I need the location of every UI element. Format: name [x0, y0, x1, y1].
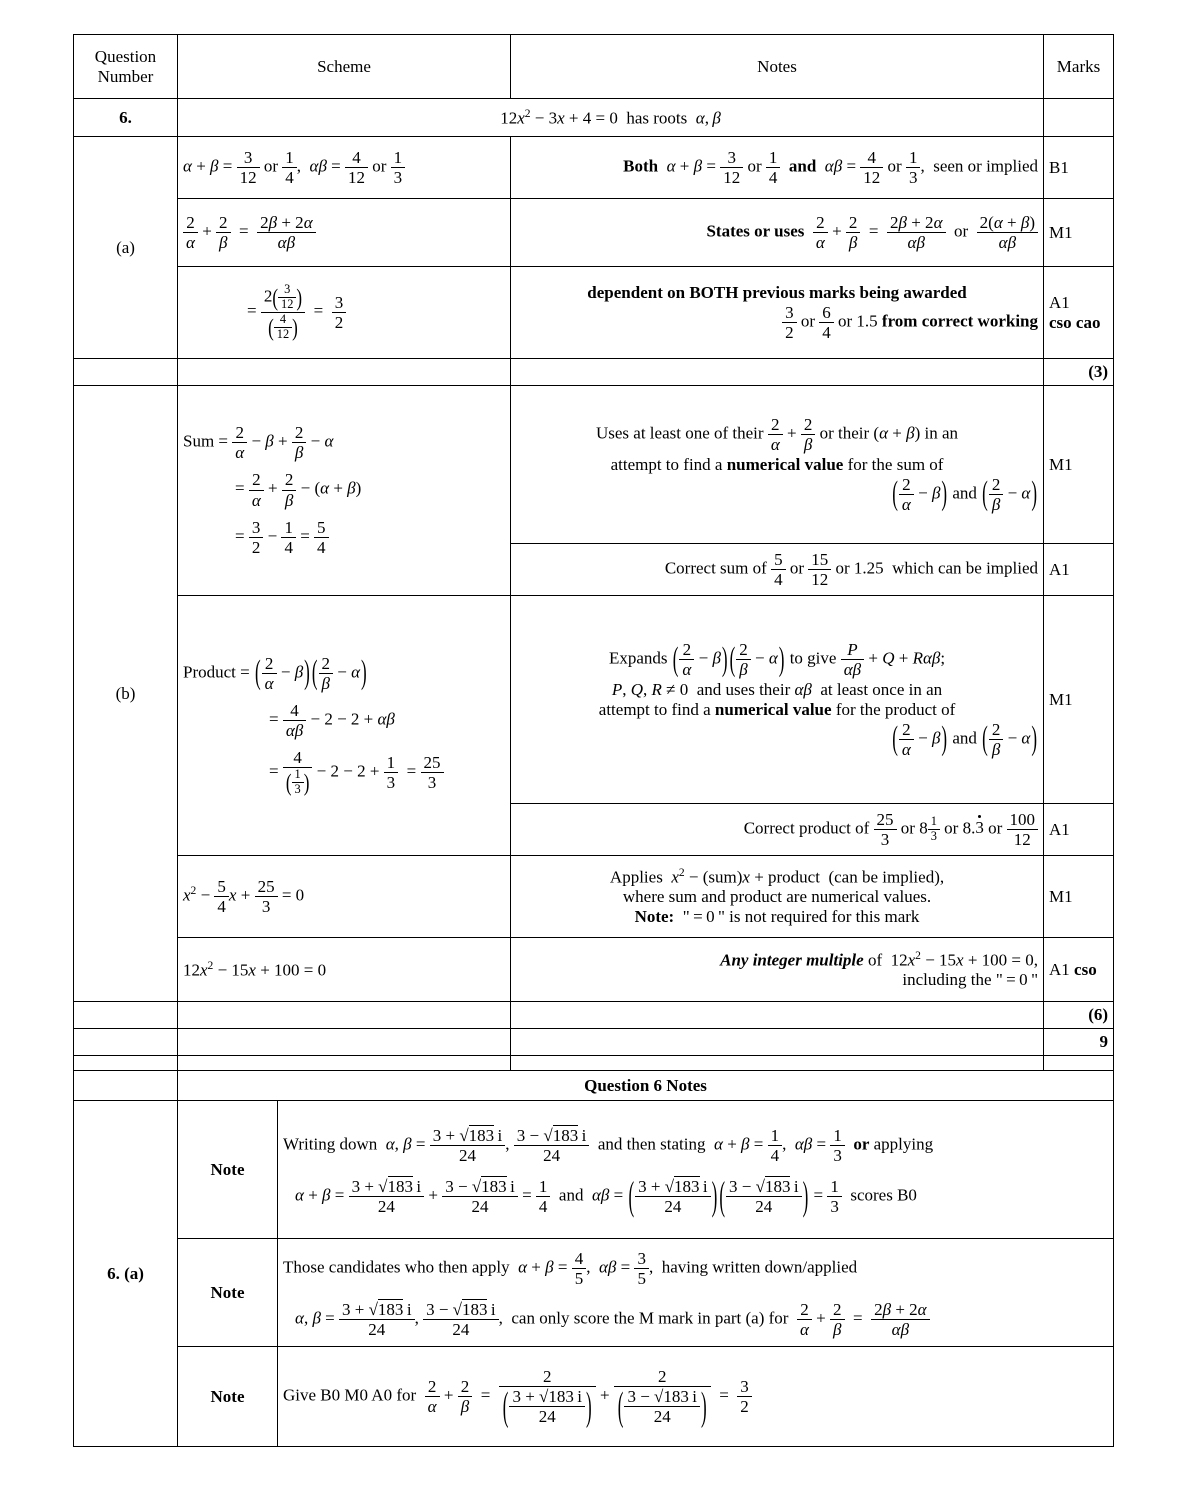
part-a-label: (a) [74, 137, 178, 359]
row-question-total [74, 1029, 1114, 1056]
notes-part-label: 6. (a) [74, 1101, 178, 1447]
question-total-notes-empty [511, 1029, 1044, 1056]
row-part-a-a1 [74, 267, 1114, 359]
question-number: 6. [74, 99, 178, 137]
part-a-m1-scheme: $\frac{2}{\alpha}$ + $\frac{2}{\beta}$ = $\frac{2\beta + 2\alpha}{\alpha\beta}$ [178, 199, 511, 267]
part-b-label: (b) [74, 386, 178, 1002]
header-scheme: Scheme [178, 35, 511, 99]
header-marks: Marks [1044, 35, 1114, 99]
note-1-text: Writing down α, β = $\frac{3 + √183 i}{24}$ , $\frac{3 - √183 i}{24}$ and then stating α + β = $\frac{1}{4}$ , αβ = $\frac{1}{3}$ or applying α + β = $\frac{3 + √183 i}{24}$ + $\frac{3 - √183 i}{24}$ = $\frac{1}{4}$ and αβ = ( $\frac{3 + √183 i}{24}$ ) ( $\frac{3 - √183 i}{24}$ ) = $\frac{1}{3}$ scores B0 [278, 1101, 1114, 1239]
part-b-final-scheme: $12x^2 - 15x + 100 = 0$ [178, 938, 511, 1002]
part-b-total-scheme-empty [178, 1002, 511, 1029]
header-question-number: Question Number [74, 35, 178, 99]
part-b-product-a1-notes: Correct product of $\frac{25}{3}$ or 8 $\frac{1}{3}$ or 8.3 or $\frac{100}{12}$ [511, 804, 1044, 856]
part-b-final-notes: Any integer multiple of $12x^2 - 15x + 100 = 0$, including the " = 0 " [511, 938, 1044, 1002]
row-note-2 [74, 1239, 1114, 1347]
part-b-sum-m1-mark: M1 [1044, 386, 1114, 544]
notes-section-title: Question 6 Notes [178, 1071, 1114, 1101]
row-part-b-quadratic [74, 856, 1114, 938]
spacer-qcell [74, 1056, 178, 1071]
part-b-total-marks: (6) [1044, 1002, 1114, 1029]
part-b-total-qcell [74, 1002, 178, 1029]
question-total-qcell [74, 1029, 178, 1056]
part-a-a1-mark: A1 cso cao [1044, 267, 1114, 359]
part-b-sum-a1-mark: A1 [1044, 544, 1114, 596]
note-3-text: Give B0 M0 A0 for $\frac{2}{\alpha}$ + $\frac{2}{\beta}$ = 2 ( $\frac{3 + √183 i}{24}$ ) + 2 ( $\frac{3 - √183 i}{24}$ ) = $\frac{3}{2}$ [278, 1347, 1114, 1447]
row-part-b-total [74, 1002, 1114, 1029]
question-marks-empty [1044, 99, 1114, 137]
row-spacer [74, 1056, 1114, 1071]
row-notes-title [74, 1071, 1114, 1101]
question-total-marks: 9 [1044, 1029, 1114, 1056]
part-b-product-scheme: Product = ( $\frac{2}{\alpha}$ − β) ( $\frac{2}{\beta}$ − α) = $\frac{4}{\alpha\beta}$ − 2 − 2 + αβ = 4 ( $\frac{1}{3}$ ) − 2 − 2 + $\frac{1}{3}$ = $\frac{25}{3}$ [178, 596, 511, 856]
part-a-a1-notes: dependent on BOTH previous marks being awarded $\frac{3}{2}$ or $\frac{6}{4}$ or 1.5 from correct working [511, 267, 1044, 359]
part-b-sum-m1-notes: Uses at least one of their $\frac{2}{\alpha}$ + $\frac{2}{\beta}$ or their (α + β) in an attempt to find a numerical value for the sum of ( $\frac{2}{\alpha}$ − β) and ( $\frac{2}{\beta}$ − α) [511, 386, 1044, 544]
row-part-a-b1 [74, 137, 1114, 199]
part-b-quadratic-notes: Applies $x^2 - (sum)x$ + product (can be implied), where sum and product are numerical values. Note: " = 0 " is not required for this mark [511, 856, 1044, 938]
row-note-3 [74, 1347, 1114, 1447]
part-a-b1-mark: B1 [1044, 137, 1114, 199]
part-b-sum-a1-notes: Correct sum of $\frac{5}{4}$ or $\frac{15}{12}$ or 1.25 which can be implied [511, 544, 1044, 596]
part-a-b1-notes: Both α + β = $\frac{3}{12}$ or $\frac{1}{4}$ and αβ = $\frac{4}{12}$ or $\frac{1}{3}$ , seen or implied [511, 137, 1044, 199]
note-2-label: Note [178, 1239, 278, 1347]
row-part-b-sum-m1 [74, 386, 1114, 544]
part-a-total-marks: (3) [1044, 359, 1114, 386]
part-b-sum-scheme: Sum = $\frac{2}{\alpha}$ − β + $\frac{2}{\beta}$ − α = $\frac{2}{\alpha}$ + $\frac{2}{\beta}$ − (α + β) = $\frac{3}{2}$ − $\frac{1}{4}$ = $\frac{5}{4}$ [178, 386, 511, 596]
notes-title-qcell [74, 1071, 178, 1101]
part-a-total-qcell [74, 359, 178, 386]
part-b-product-m1-notes: Expands ( $\frac{2}{\alpha}$ − β) ( $\frac{2}{\beta}$ − α) to give $\frac{P}{\alpha\beta}$ + Q + Rαβ; P, Q, R ≠ 0 and uses their αβ at least once in an attempt to find a numerical value for the product of ( $\frac{2}{\alpha}$ − β) and ( $\frac{2}{\beta}$ − α) [511, 596, 1044, 804]
mark-scheme-table [73, 34, 1114, 1447]
question-total-scheme-empty [178, 1029, 511, 1056]
row-part-b-final [74, 938, 1114, 1002]
part-b-final-mark: A1 cso [1044, 938, 1114, 1002]
header-row [74, 35, 1114, 99]
spacer-scheme [178, 1056, 511, 1071]
note-1-label: Note [178, 1101, 278, 1239]
row-part-b-product-m1 [74, 596, 1114, 804]
question-statement: $12x^2 - 3x + 4 = 0$ has roots α, β [178, 99, 1044, 137]
note-3-label: Note [178, 1347, 278, 1447]
part-b-product-a1-mark: A1 [1044, 804, 1114, 856]
header-notes: Notes [511, 35, 1044, 99]
note-2-text: Those candidates who then apply α + β = $\frac{4}{5}$ , αβ = $\frac{3}{5}$ , having written down/applied α, β = $\frac{3 + √183 i}{24}$ , $\frac{3 - √183 i}{24}$ , can only score the M mark in part (a) for $\frac{2}{\alpha}$ + $\frac{2}{\beta}$ = $\frac{2\beta + 2\alpha}{\alpha\beta}$ [278, 1239, 1114, 1347]
row-part-a-m1 [74, 199, 1114, 267]
row-part-a-total [74, 359, 1114, 386]
part-b-product-m1-mark: M1 [1044, 596, 1114, 804]
part-a-a1-scheme: = 2( $\frac{3}{12}$ ) ( $\frac{4}{12}$ ) = $\frac{3}{2}$ [178, 267, 511, 359]
part-a-total-scheme-empty [178, 359, 511, 386]
part-b-total-notes-empty [511, 1002, 1044, 1029]
part-b-quadratic-mark: M1 [1044, 856, 1114, 938]
part-b-quadratic-scheme: $x^2$ − $\frac{5}{4}$ x + $\frac{25}{3}$ = 0 [178, 856, 511, 938]
part-a-m1-notes: States or uses $\frac{2}{\alpha}$ + $\frac{2}{\beta}$ = $\frac{2\beta + 2\alpha}{\alpha\beta}$ or $\frac{2(\alpha + \beta)}{\alpha\beta}$ [511, 199, 1044, 267]
spacer-marks [1044, 1056, 1114, 1071]
part-a-total-notes-empty [511, 359, 1044, 386]
row-question-6 [74, 99, 1114, 137]
part-a-m1-mark: M1 [1044, 199, 1114, 267]
part-a-b1-scheme: α + β = $\frac{3}{12}$ or $\frac{1}{4}$ , αβ = $\frac{4}{12}$ or $\frac{1}{3}$ [178, 137, 511, 199]
spacer-notes [511, 1056, 1044, 1071]
row-note-1 [74, 1101, 1114, 1239]
